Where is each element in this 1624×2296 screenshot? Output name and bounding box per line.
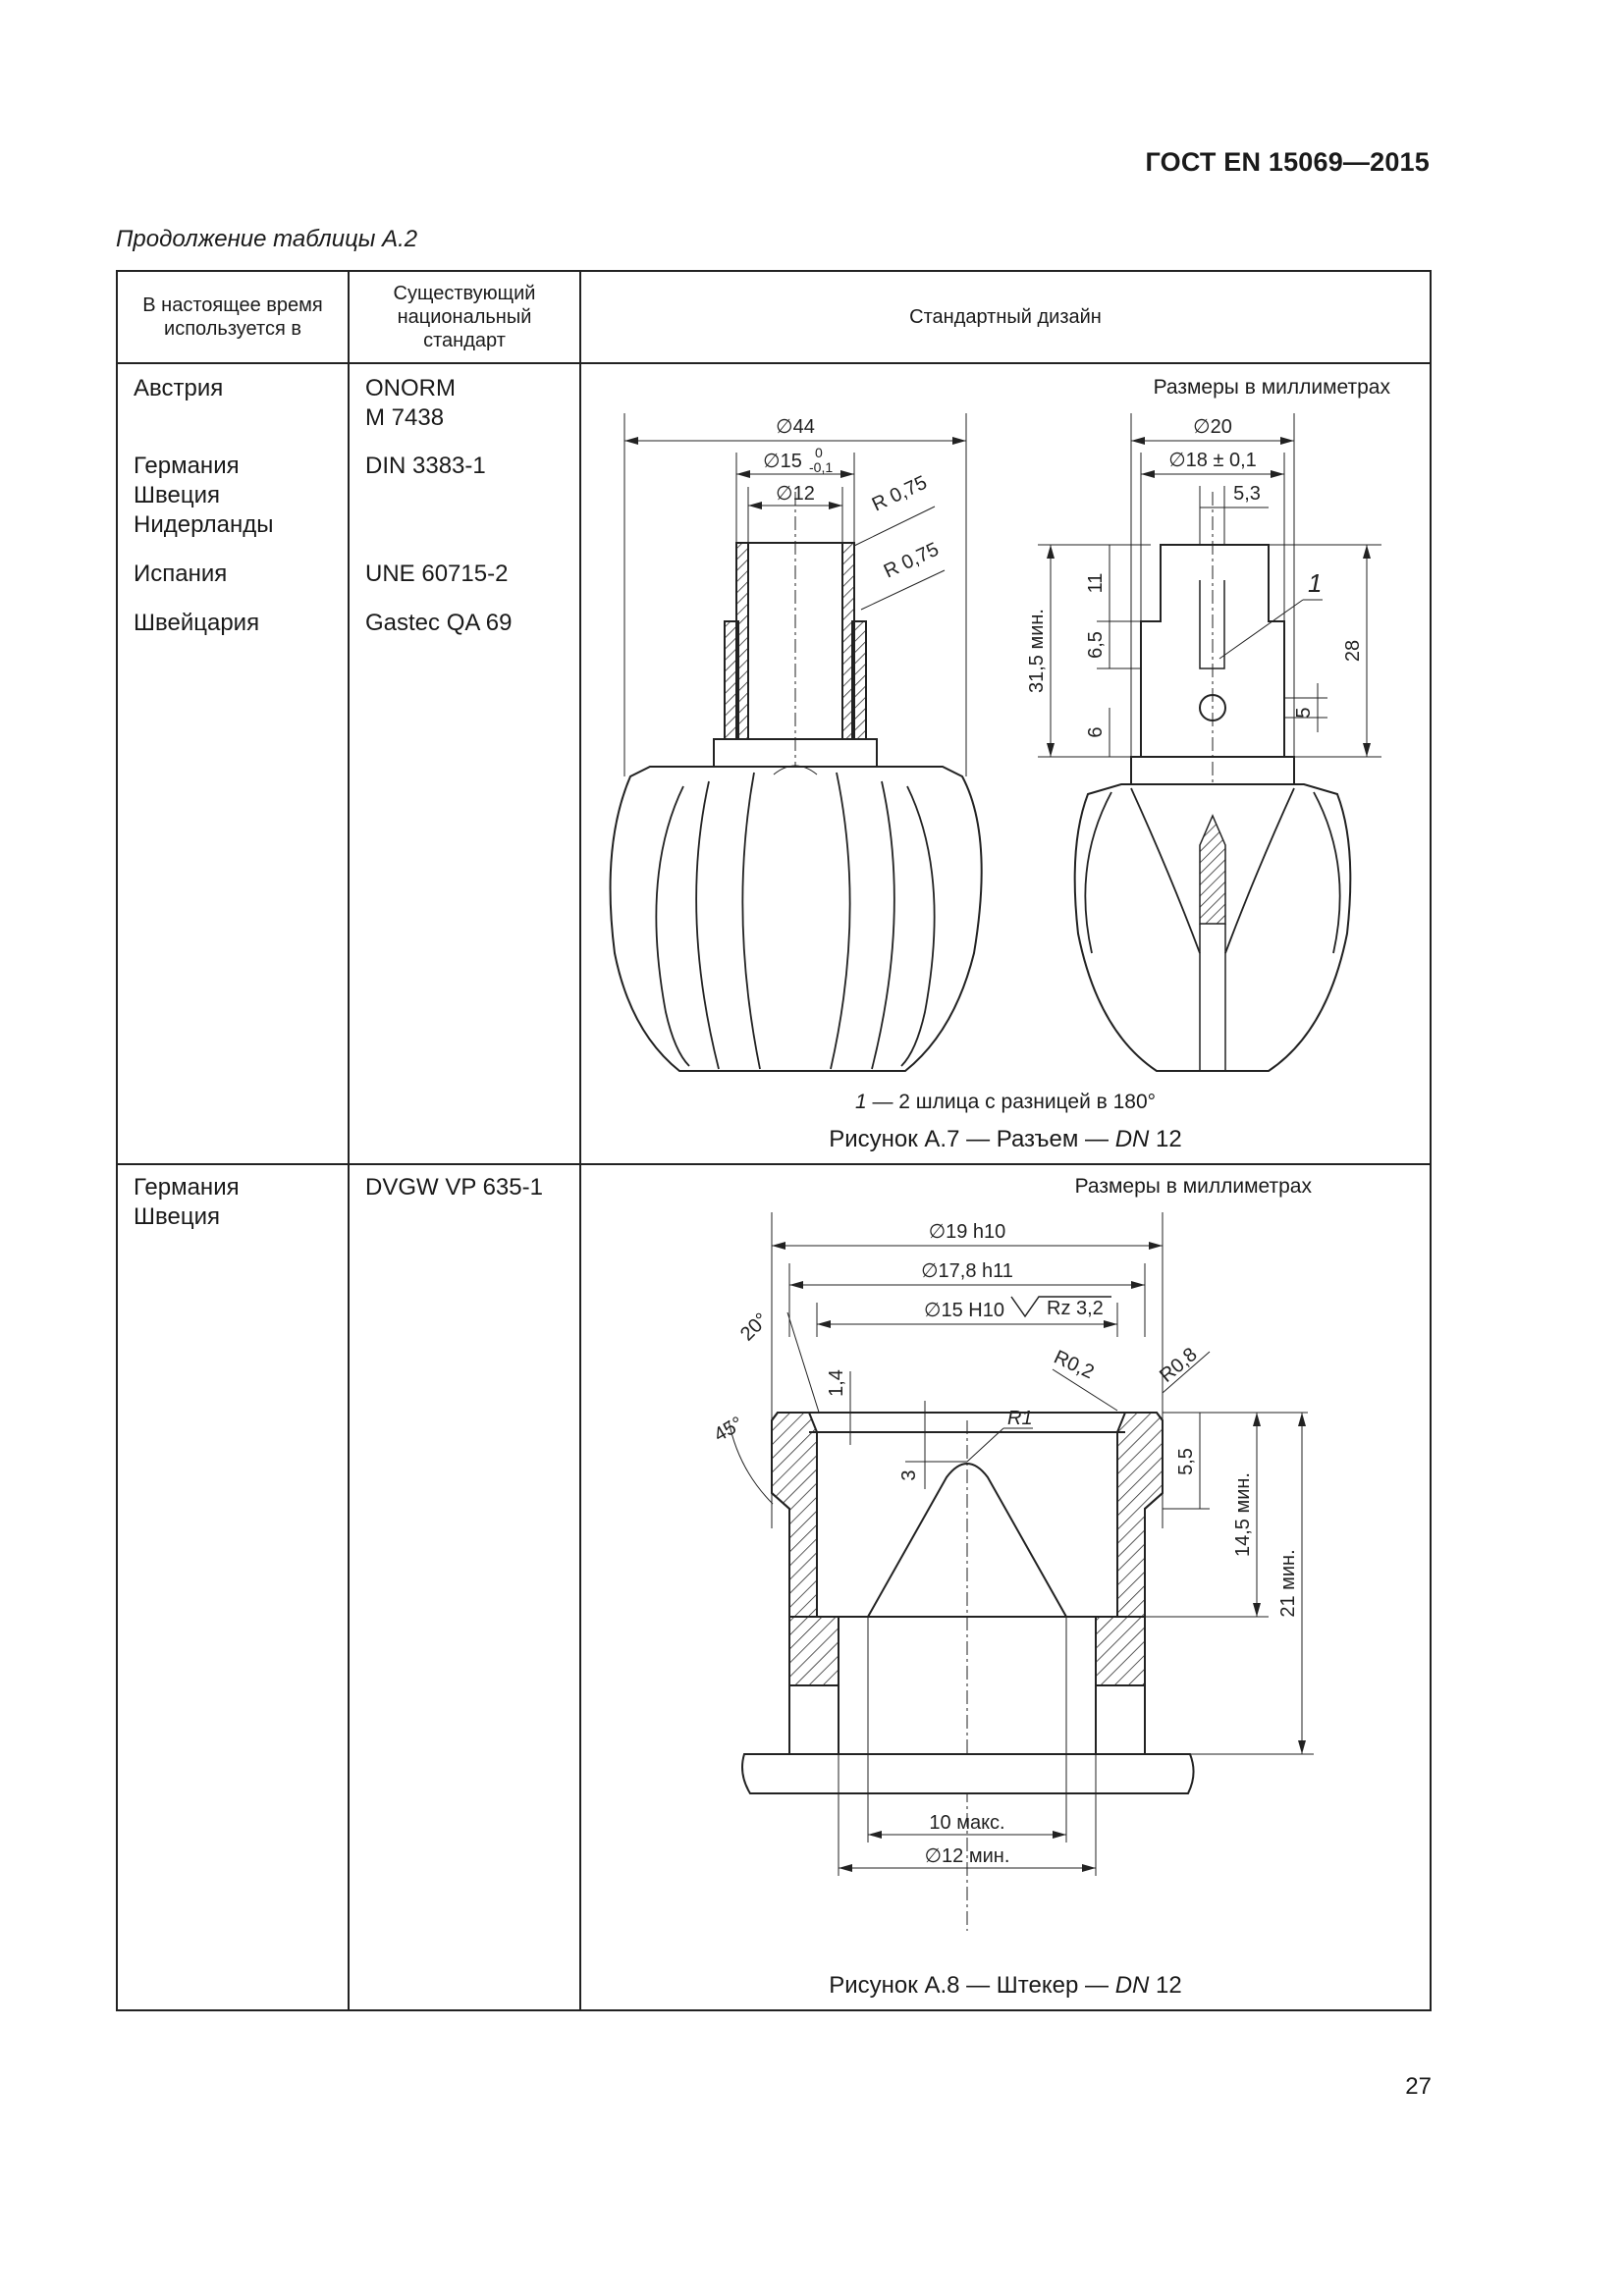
countries-cell xyxy=(117,363,349,1164)
dim-w53: 5,3 xyxy=(1233,483,1261,505)
connector-drawing xyxy=(581,403,1435,1091)
document-header: ГОСТ EN 15069—2015 xyxy=(1145,147,1430,177)
dim-h5: 5 xyxy=(1293,707,1315,719)
dim-h14: 1,4 xyxy=(826,1369,847,1397)
dim-h11: 11 xyxy=(1085,572,1107,594)
standard: M 7438 xyxy=(365,404,445,431)
dim-r02: R0,2 xyxy=(1050,1346,1098,1384)
standards-cell xyxy=(349,363,580,1164)
table-caption: Продолжение таблицы А.2 xyxy=(116,226,418,252)
figure-legend xyxy=(581,1091,1430,1114)
standard: DVGW VP 635-1 xyxy=(365,1174,543,1201)
figure-caption-a7 xyxy=(581,1126,1430,1153)
country: Германия xyxy=(134,1174,240,1201)
standard: ONORM xyxy=(365,375,456,401)
figure-caption-size: 12 xyxy=(1149,1972,1182,1999)
dim-d20: ∅20 xyxy=(1193,416,1232,438)
header-cell-country: В настоящее время используется в xyxy=(117,271,349,363)
figure-caption-a8 xyxy=(581,1972,1430,2000)
dim-h6: 6 xyxy=(1085,726,1107,738)
dim-d15-lower: -0,1 xyxy=(809,459,834,475)
plug-drawing xyxy=(581,1204,1435,1980)
dim-h21: 21 мин. xyxy=(1277,1549,1299,1618)
standard: Gastec QA 69 xyxy=(365,610,513,636)
dimensions-note: Размеры в миллиметрах xyxy=(1153,376,1390,399)
country: Австрия xyxy=(134,375,224,401)
dim-h3: 3 xyxy=(898,1469,920,1481)
right-view xyxy=(1026,413,1381,1071)
dim-rz: Rz 3,2 xyxy=(1047,1298,1104,1319)
country: Германия xyxy=(134,453,240,479)
design-cell xyxy=(580,363,1431,1164)
standard: UNE 60715-2 xyxy=(365,561,509,587)
dim-r075-lower: R 0,75 xyxy=(880,538,943,583)
figure-caption-text: Рисунок А.7 — Разъем — xyxy=(829,1126,1115,1152)
country: Швеция xyxy=(134,482,220,508)
table-header-row xyxy=(117,271,1431,363)
dimensions-note: Размеры в миллиметрах xyxy=(1074,1175,1312,1198)
dim-d15: ∅15 H10 xyxy=(924,1300,1004,1321)
standards-table xyxy=(116,270,1432,2011)
dim-r08: R0,8 xyxy=(1156,1343,1202,1387)
dim-d178: ∅17,8 h11 xyxy=(921,1260,1013,1282)
design-cell xyxy=(580,1164,1431,2010)
figure-caption-dn: DN xyxy=(1114,1972,1150,1999)
dim-d12: ∅12 мин. xyxy=(924,1845,1010,1867)
dim-h145: 14,5 мин. xyxy=(1232,1471,1254,1558)
country: Швеция xyxy=(134,1203,220,1230)
country: Испания xyxy=(134,561,228,587)
dim-d12: ∅12 xyxy=(776,483,815,505)
dim-r075-upper: R 0,75 xyxy=(868,471,931,516)
header-cell-design: Стандартный дизайн xyxy=(580,271,1431,363)
country: Швейцария xyxy=(134,610,260,636)
dim-d44: ∅44 xyxy=(776,416,815,438)
page-number: 27 xyxy=(1405,2073,1432,2100)
figure-caption-dn: DN xyxy=(1114,1126,1150,1152)
dim-a20: 20° xyxy=(735,1308,773,1346)
dim-r1: R1 xyxy=(1007,1408,1033,1429)
dim-d19: ∅19 h10 xyxy=(928,1221,1006,1243)
table-row xyxy=(117,1164,1431,2010)
dim-h315: 31,5 мин. xyxy=(1026,608,1048,694)
left-view xyxy=(611,413,982,1071)
legend-text: — 2 шлица с разницей в 180° xyxy=(866,1091,1157,1113)
header-cell-standard: Существующий национальный стандарт xyxy=(349,271,580,363)
legend-number: 1 xyxy=(854,1091,867,1113)
dim-d15: ∅15 xyxy=(763,451,802,472)
dim-h28: 28 xyxy=(1342,639,1364,663)
dim-h65: 6,5 xyxy=(1085,631,1107,659)
dim-a45: 45° xyxy=(710,1413,747,1447)
country: Нидерланды xyxy=(134,511,274,538)
figure-caption-text: Рисунок А.8 — Штекер — xyxy=(829,1972,1115,1999)
figure-caption-size: 12 xyxy=(1149,1126,1182,1152)
callout-1: 1 xyxy=(1308,568,1323,598)
standards-cell xyxy=(349,1164,580,2010)
table-row xyxy=(117,363,1431,1164)
dim-w10: 10 макс. xyxy=(929,1812,1005,1834)
dim-h55: 5,5 xyxy=(1175,1448,1197,1475)
dim-d15-upper: 0 xyxy=(815,445,823,460)
dim-d18: ∅18 ± 0,1 xyxy=(1168,450,1257,471)
standard: DIN 3383-1 xyxy=(365,453,486,479)
countries-cell xyxy=(117,1164,349,2010)
